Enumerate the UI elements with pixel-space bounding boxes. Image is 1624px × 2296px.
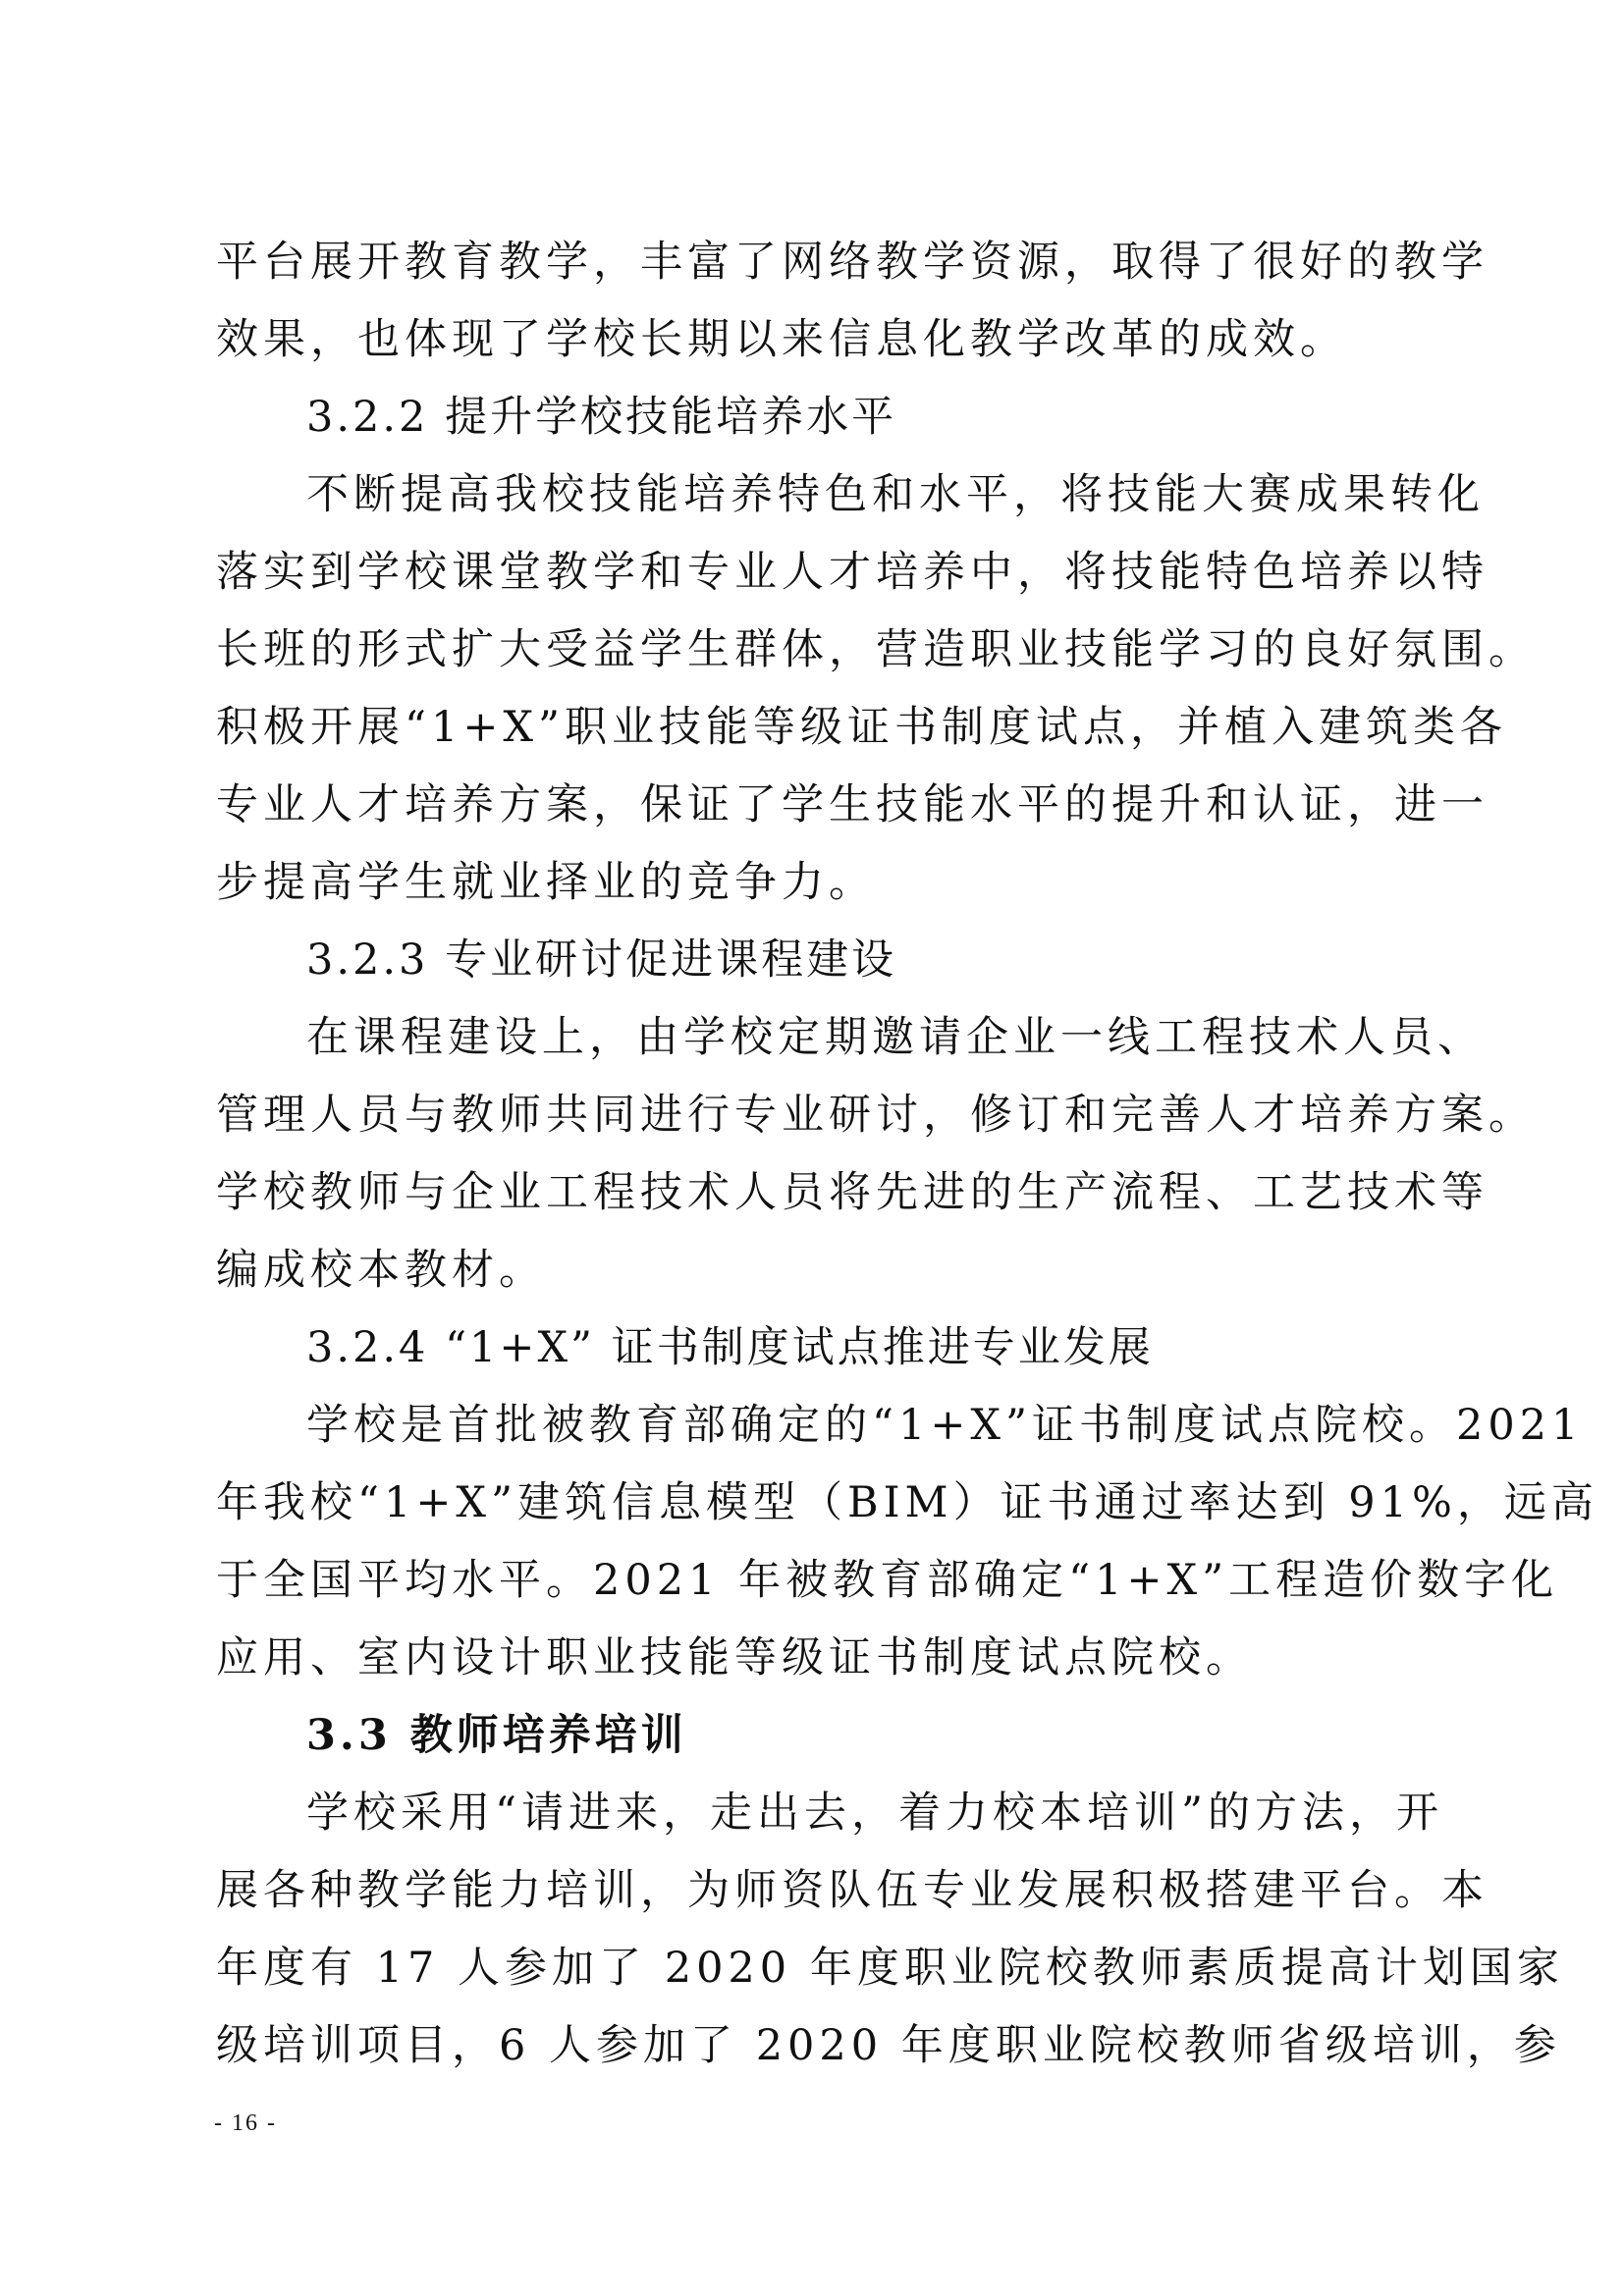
body-text-line: 学校是首批被教育部确定的“1+X”证书制度试点院校。2021 <box>306 1401 1584 1450</box>
body-text-line: 级培训项目，6 人参加了 2020 年度职业院校教师省级培训，参 <box>216 2021 1561 2070</box>
body-text-line: 专业人才培养方案，保证了学生技能水平的提升和认证，进一 <box>216 780 1489 829</box>
body-text-line: 不断提高我校技能培养特色和水平，将技能大赛成果转化 <box>306 470 1485 519</box>
body-text-line: 编成校本教材。 <box>216 1246 546 1295</box>
body-text-line: 年我校“1+X”建筑信息模型（BIM）证书通过率达到 91%，远高 <box>216 1478 1598 1527</box>
body-text-line: 在课程建设上，由学校定期邀请企业一线工程技术人员、 <box>306 1013 1485 1062</box>
section-heading-3-3: 3.3 教师培养培训 <box>306 1711 687 1760</box>
body-text-line: 平台展开教育教学，丰富了网络教学资源，取得了很好的教学 <box>216 238 1489 287</box>
body-text-line: 步提高学生就业择业的竞争力。 <box>216 858 876 907</box>
section-heading-3-2-2: 3.2.2 提升学校技能培养水平 <box>306 393 897 442</box>
body-text-line: 效果，也体现了学校长期以来信息化教学改革的成效。 <box>216 315 1347 364</box>
page-number: - 16 - <box>214 2110 277 2136</box>
body-text-line: 应用、室内设计职业技能等级证书制度试点院校。 <box>216 1633 1253 1682</box>
section-heading-3-2-3: 3.2.3 专业研讨促进课程建设 <box>306 935 897 985</box>
body-text-line: 积极开展“1+X”职业技能等级证书制度试点，并植入建筑类各 <box>216 703 1507 752</box>
body-text-line: 长班的形式扩大受益学生群体，营造职业技能学习的良好氛围。 <box>216 625 1536 674</box>
body-text-line: 展各种教学能力培训，为师资队伍专业发展积极搭建平台。本 <box>216 1866 1489 1915</box>
body-text-line: 学校采用“请进来，走出去，着力校本培训”的方法，开 <box>306 1789 1443 1838</box>
body-text-line: 年度有 17 人参加了 2020 年度职业院校教师素质提高计划国家 <box>216 1944 1564 1993</box>
body-text-line: 于全国平均水平。2021 年被教育部确定“1+X”工程造价数字化 <box>216 1556 1559 1605</box>
body-text-line: 管理人员与教师共同进行专业研讨，修订和完善人才培养方案。 <box>216 1091 1536 1140</box>
body-text-line: 落实到学校课堂教学和专业人才培养中，将技能特色培养以特 <box>216 548 1489 597</box>
section-heading-3-2-4: 3.2.4 “1+X” 证书制度试点推进专业发展 <box>306 1323 1154 1372</box>
body-text-line: 学校教师与企业工程技术人员将先进的生产流程、工艺技术等 <box>216 1168 1489 1217</box>
